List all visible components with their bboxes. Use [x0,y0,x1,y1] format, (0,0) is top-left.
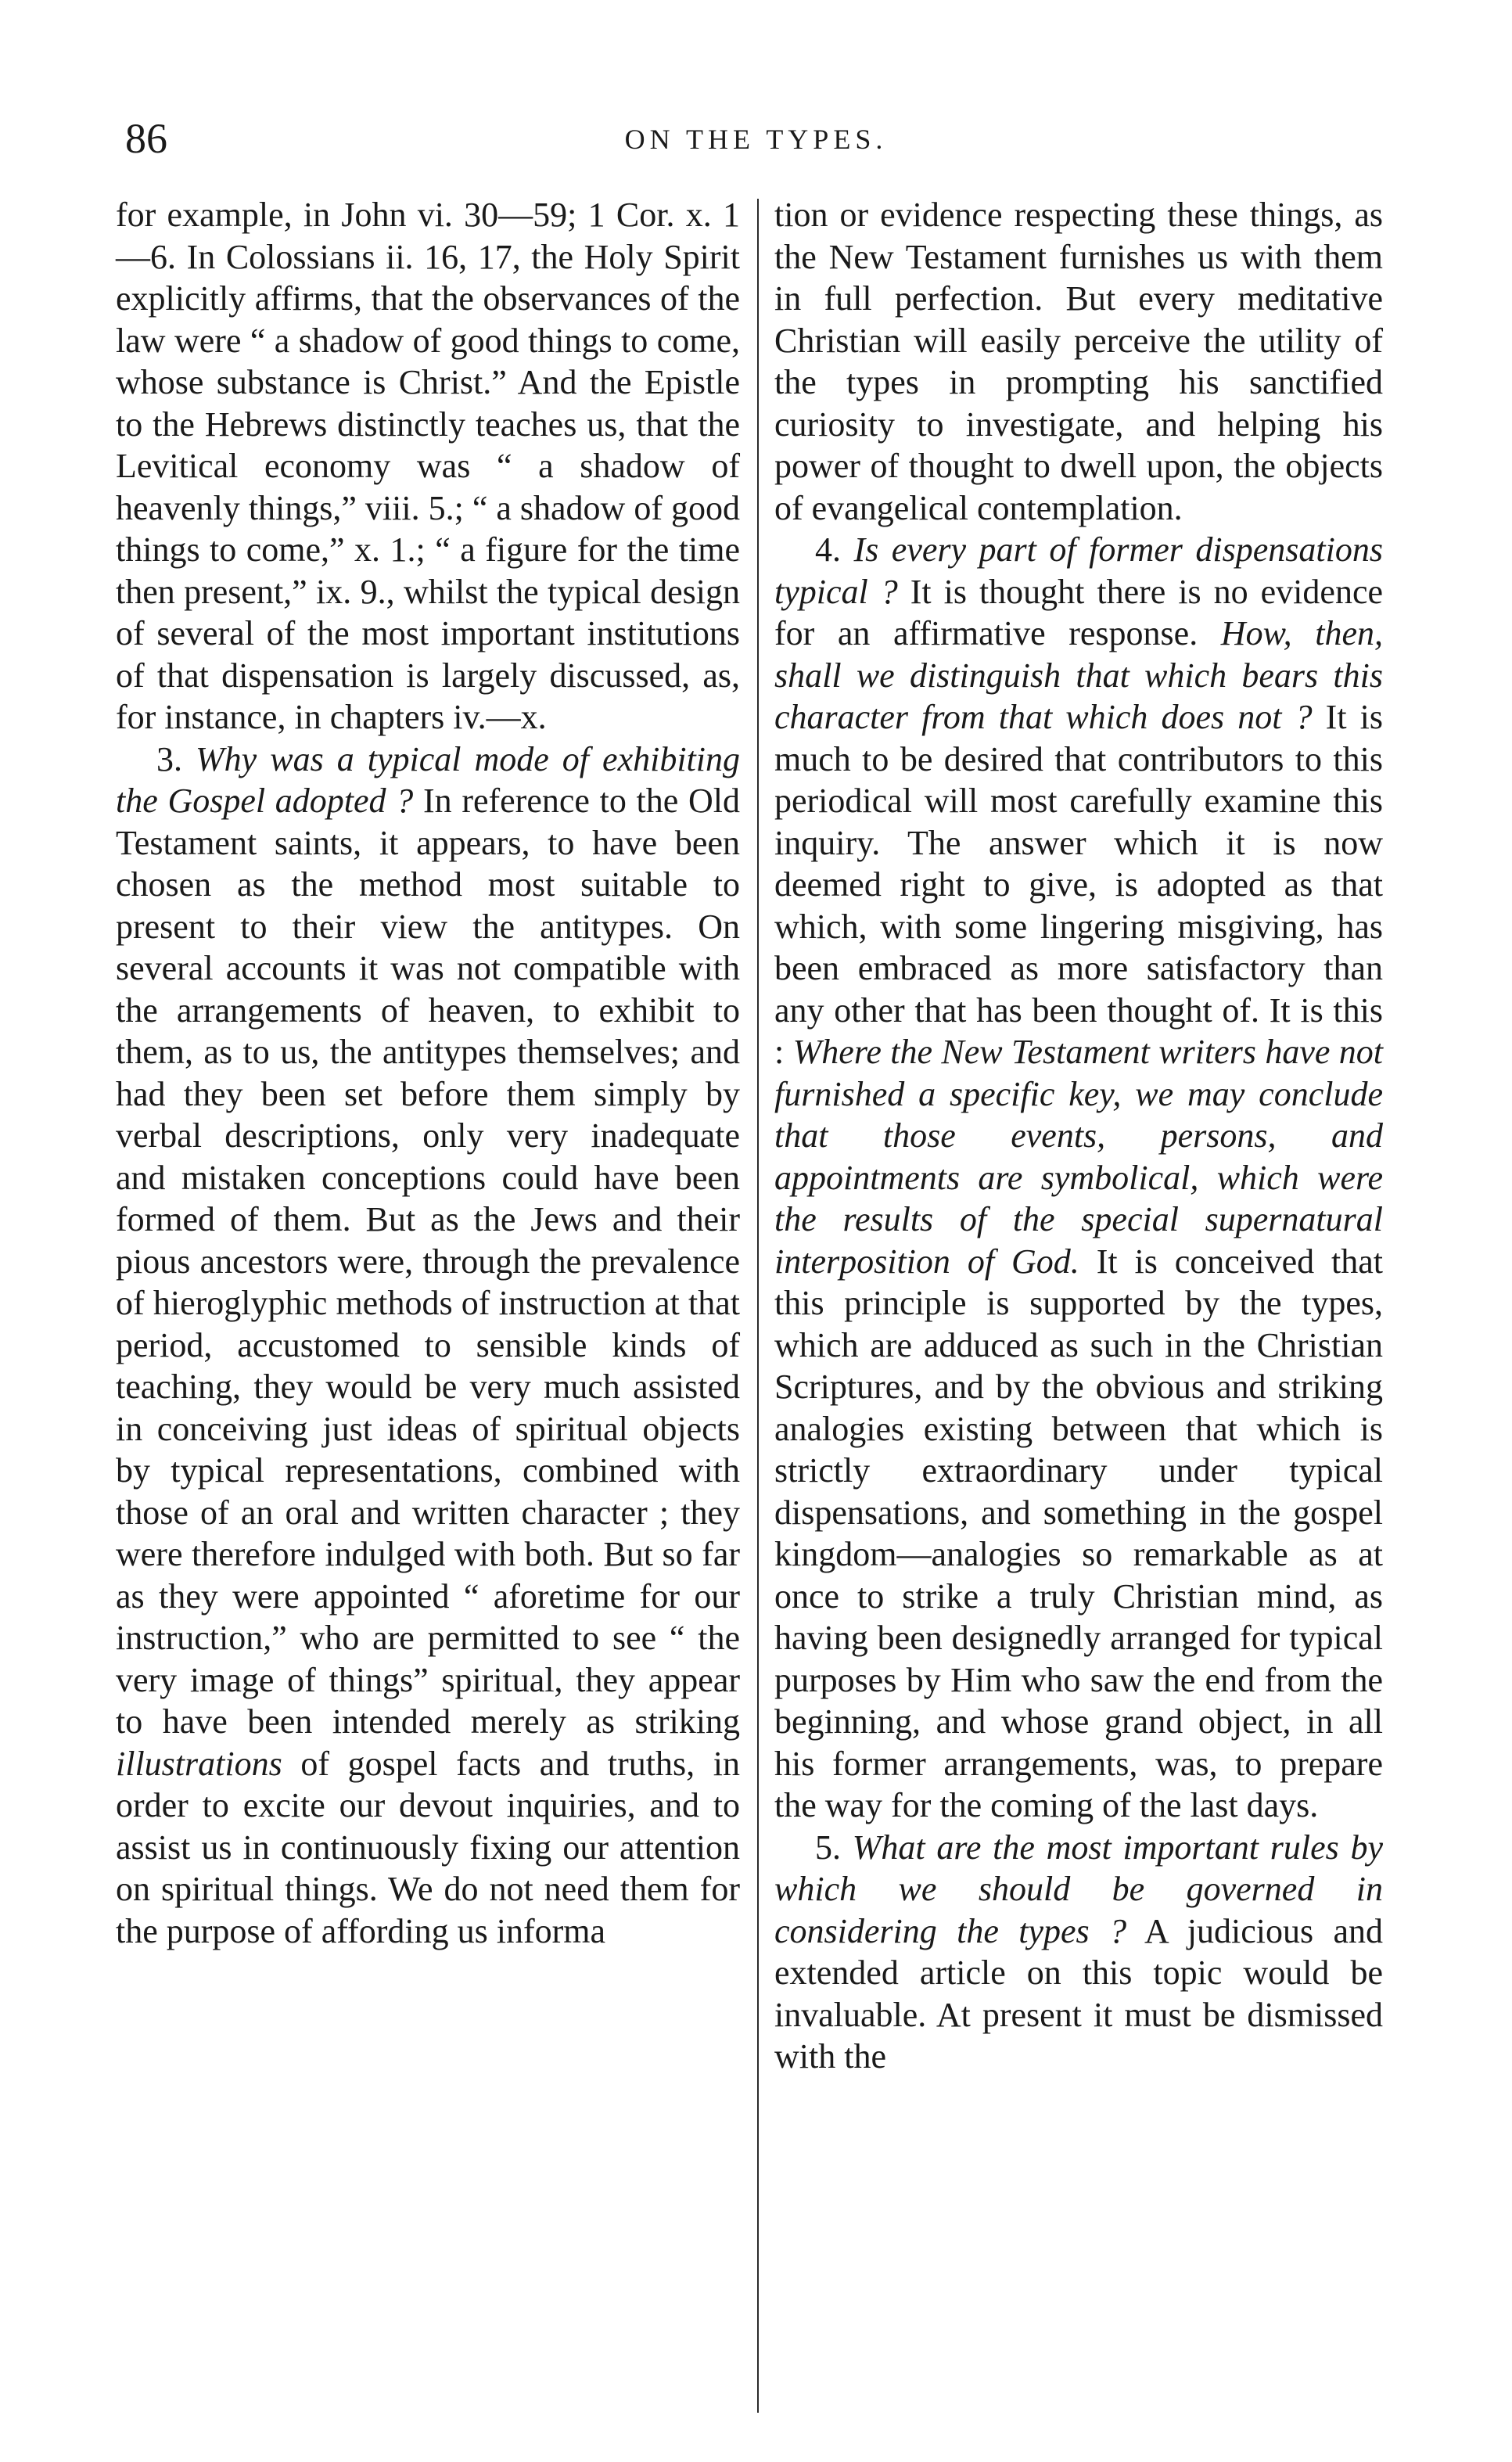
paragraph: tion or evidence respecting these things, as the New Testament furnishes us with them in full perfection. But every meditative Christian will easily perceive the utility of the types in prompting his sanctified curiosity to investigate, and helping his power of thought to dwell upon, the objects of evangelical contemplation. [774,196,1383,527]
paragraph-text: It is thought there is no evidence for an affirmative response. [774,572,1383,652]
question-heading: What are the most important rules by which we should be governed in considering the types ? [774,1828,1384,1950]
principle-statement: Where the New Testament writers have not furnished a specific key, we may conclude that those events, persons, and appointments are symbolical, which were the results of the special supernatural interposition of God. [774,1033,1384,1281]
question-number: 3. [156,739,182,778]
italic-word: illustrations [116,1744,282,1783]
question-heading: How, then, shall we distinguish that which bears this character from that which does not ? [774,614,1383,736]
column-divider [757,199,759,2413]
question-heading: Why was a typical mode of exhibiting the Gospel adopted ? [116,739,741,820]
paragraph-text: In reference to the Old Testament saints, it appears, to have been chosen as the method most suitable to present to their view the antitypes. On several accounts it was not compatible with the arrangements of heaven, to exhibit to them, as to us, the antitypes themselves; and had they been set before them simply by verbal descriptions, only very inadequate and mistaken conceptions could have been formed of them. But as the Jews and their pious ancestors were, through the prevalence of hieroglyphic methods of instruction at that period, accustomed to sensible kinds of teaching, they would be very much assisted in conceiving just ideas of spiritual objects by typical representations, combined with those of an oral and written character ; they were therefore indulged with both. But so far as they were appointed “ aforetime for our instruction,” who are permitted to see “ the very image of things” spiritual, they appear to have been intended merely as striking [116,782,740,1741]
right-column [774,194,1383,2078]
question-number: 4. [815,530,841,569]
paragraph: for example, in John vi. 30—59; 1 Cor. x. 1—6. In Colossians ii. 16, 17, the Holy Spirit explicitly affirms, that the observances of the law were “ a shadow of good things to come, whose substance is Christ.” And the Epistle to the Hebrews distinctly teaches us, that the Levitical economy was “ a shadow of heavenly things,” viii. 5.; “ a shadow of good things to come,” x. 1.; “ a figure for the time then present,” ix. 9., whilst the typical design of several of the most important institutions of that dispensation is largely discussed, as, for instance, in chapters iv.—x. [116,196,740,736]
paragraph-text: It is conceived that this principle is supported by the types, which are adduced as such in the Christian Scriptures, and by the obvious and striking analogies existing between that which is strictly extraordinary under typical dispensations, and something in the gospel kingdom—analogies so remarkable as at once to strike a truly Christian mind, as having been designedly arranged for typical purposes by Him who saw the end from the beginning, and whose grand object, in all his former arrangements, was, to prepare the way for the coming of the last days. [774,1242,1384,1824]
question-heading: Is every part of former dispensations typical ? [774,530,1384,611]
running-title: ON THE TYPES. [624,124,888,155]
paragraph-text: A judicious and extended article on this topic would be invaluable. At present it must be dismissed with the [774,1911,1383,2076]
paragraph [774,1827,1383,2078]
paragraph-text: of gospel facts and truths, in order to excite our devout inquiries, and to assist us in continuously fixing our attention on spiritual things. We do not need them for the purpose of affording us informa [116,1744,740,1950]
page-number: 86 [125,115,167,162]
paragraph-text: It is much to be desired that contributors to this periodical will most carefully examine this inquiry. The answer which it is now deemed right to give, is adopted as that which, with some lingering misgiving, has been embraced as more satisfactory than any other that has been thought of. It is this : [774,698,1383,1071]
paragraph [774,529,1383,1827]
paragraph [116,739,740,1953]
left-column [116,194,740,1952]
question-number: 5. [815,1828,841,1867]
